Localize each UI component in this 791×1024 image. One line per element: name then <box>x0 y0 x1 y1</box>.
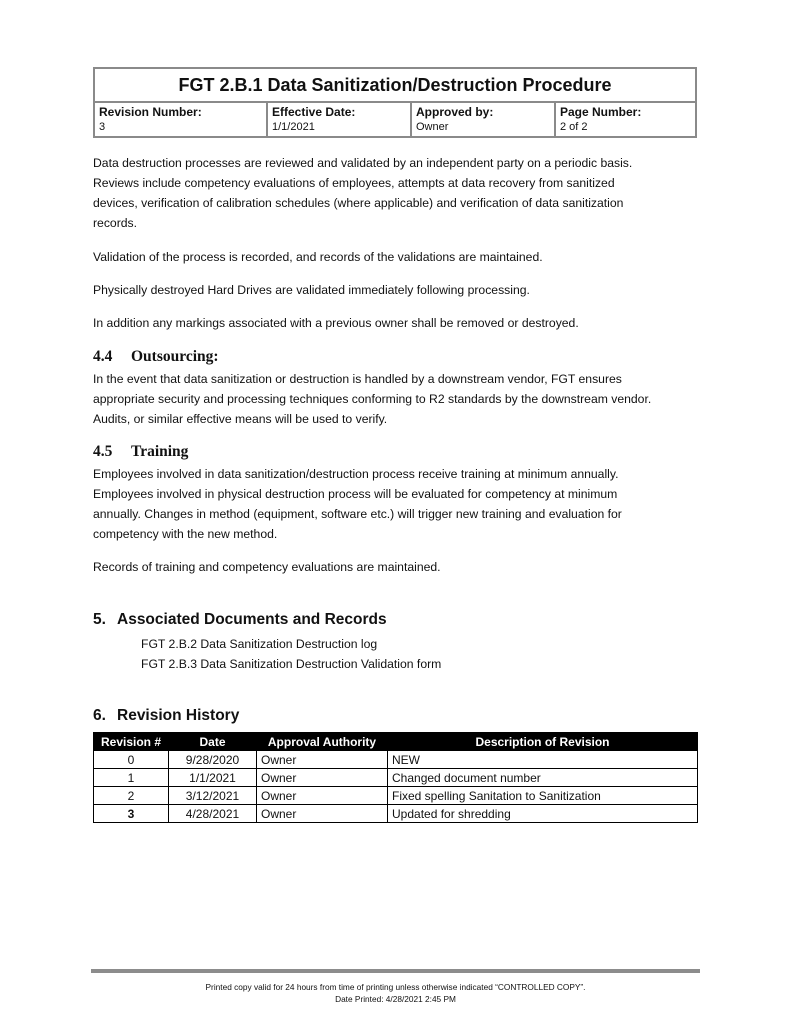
outsourcing-paragraph <box>93 369 703 429</box>
description-cell: Fixed spelling Sanitation to Sanitization <box>388 787 698 805</box>
authority-cell: Owner <box>257 769 388 787</box>
revision-number-label: Revision Number: <box>99 105 202 119</box>
section-title: Associated Documents and Records <box>117 611 387 628</box>
page-number-label: Page Number: <box>560 105 642 119</box>
section-4-4-heading <box>93 348 219 366</box>
authority-cell: Owner <box>257 805 388 823</box>
associated-document-item: FGT 2.B.2 Data Sanitization Destruction log <box>141 637 378 651</box>
text-line: Reviews include competency evaluations of employees, attempts at data recovery from sanitized <box>93 176 615 190</box>
revision-cell: 3 <box>94 805 169 823</box>
footer-date-printed: Date Printed: 4/28/2021 2:45 PM <box>335 994 456 1004</box>
description-cell: Changed document number <box>388 769 698 787</box>
page-number-value: 2 of 2 <box>560 121 588 133</box>
date-cell: 3/12/2021 <box>169 787 257 805</box>
revision-cell: 1 <box>94 769 169 787</box>
page-number-cell <box>556 103 695 138</box>
training-paragraph <box>93 464 703 544</box>
text-line: Audits, or similar effective means will be used to verify. <box>93 412 388 426</box>
training-records-paragraph: Records of training and competency evaluations are maintained. <box>93 560 441 574</box>
column-header: Revision # <box>94 733 169 751</box>
text-line: Employees involved in data sanitization/destruction process receive training at minimum annually. <box>93 467 619 481</box>
document-title: FGT 2.B.1 Data Sanitization/Destruction Procedure <box>95 69 695 103</box>
effective-date-label: Effective Date: <box>272 105 356 119</box>
revision-number-cell <box>95 103 268 138</box>
column-header: Approval Authority <box>257 733 388 751</box>
authority-cell: Owner <box>257 751 388 769</box>
table-row <box>94 769 698 787</box>
section-title: Outsourcing: <box>131 348 219 365</box>
text-line: records. <box>93 216 138 230</box>
footer-validity-note: Printed copy valid for 24 hours from time of printing unless otherwise indicated “CONTROLLED COPY”. <box>205 982 586 992</box>
section-6-heading <box>93 707 239 725</box>
markings-paragraph: In addition any markings associated with a previous owner shall be removed or destroyed. <box>93 316 579 330</box>
date-cell: 9/28/2020 <box>169 751 257 769</box>
section-title: Revision History <box>117 707 240 724</box>
section-title: Training <box>131 443 189 460</box>
document-meta-row <box>95 103 695 138</box>
revision-number-value: 3 <box>99 121 106 133</box>
effective-date-value: 1/1/2021 <box>272 121 315 133</box>
table-header-row <box>94 733 698 751</box>
section-number: 4.4 <box>93 348 113 365</box>
approved-by-cell <box>412 103 556 138</box>
validation-paragraph <box>93 153 703 233</box>
description-cell: NEW <box>388 751 698 769</box>
revision-cell: 2 <box>94 787 169 805</box>
column-header: Description of Revision <box>388 733 698 751</box>
revision-history-table <box>93 732 698 823</box>
text-line: appropriate security and processing techniques conforming to R2 standards by the downstream vendor. <box>93 392 652 406</box>
date-cell: 1/1/2021 <box>169 769 257 787</box>
text-line: annually. Changes in method (equipment, software etc.) will trigger new training and evaluation for <box>93 507 622 521</box>
associated-document-item: FGT 2.B.3 Data Sanitization Destruction Validation form <box>141 657 442 671</box>
section-number: 5. <box>93 611 106 628</box>
document-header-box <box>93 67 697 138</box>
approved-by-label: Approved by: <box>416 105 494 119</box>
text-line: Employees involved in physical destruction process will be evaluated for competency at minimum <box>93 487 618 501</box>
table-row <box>94 751 698 769</box>
hard-drives-paragraph: Physically destroyed Hard Drives are validated immediately following processing. <box>93 283 530 297</box>
text-line: Data destruction processes are reviewed and validated by an independent party on a periodic basis. <box>93 156 633 170</box>
effective-date-cell <box>268 103 412 138</box>
column-header: Date <box>169 733 257 751</box>
revision-cell: 0 <box>94 751 169 769</box>
text-line: In the event that data sanitization or destruction is handled by a downstream vendor, FGT ensures <box>93 372 622 386</box>
section-number: 6. <box>93 707 106 724</box>
text-line: devices, verification of calibration schedules (where applicable) and verification of data sanitization <box>93 196 624 210</box>
text-line: competency with the new method. <box>93 527 278 541</box>
section-4-5-heading <box>93 443 188 461</box>
date-cell: 4/28/2021 <box>169 805 257 823</box>
description-cell: Updated for shredding <box>388 805 698 823</box>
section-number: 4.5 <box>93 443 113 460</box>
table-row <box>94 787 698 805</box>
footer-divider <box>91 969 700 973</box>
section-5-heading <box>93 611 387 629</box>
authority-cell: Owner <box>257 787 388 805</box>
validation-recorded-paragraph: Validation of the process is recorded, and records of the validations are maintained. <box>93 250 543 264</box>
table-row <box>94 805 698 823</box>
approved-by-value: Owner <box>416 121 449 133</box>
